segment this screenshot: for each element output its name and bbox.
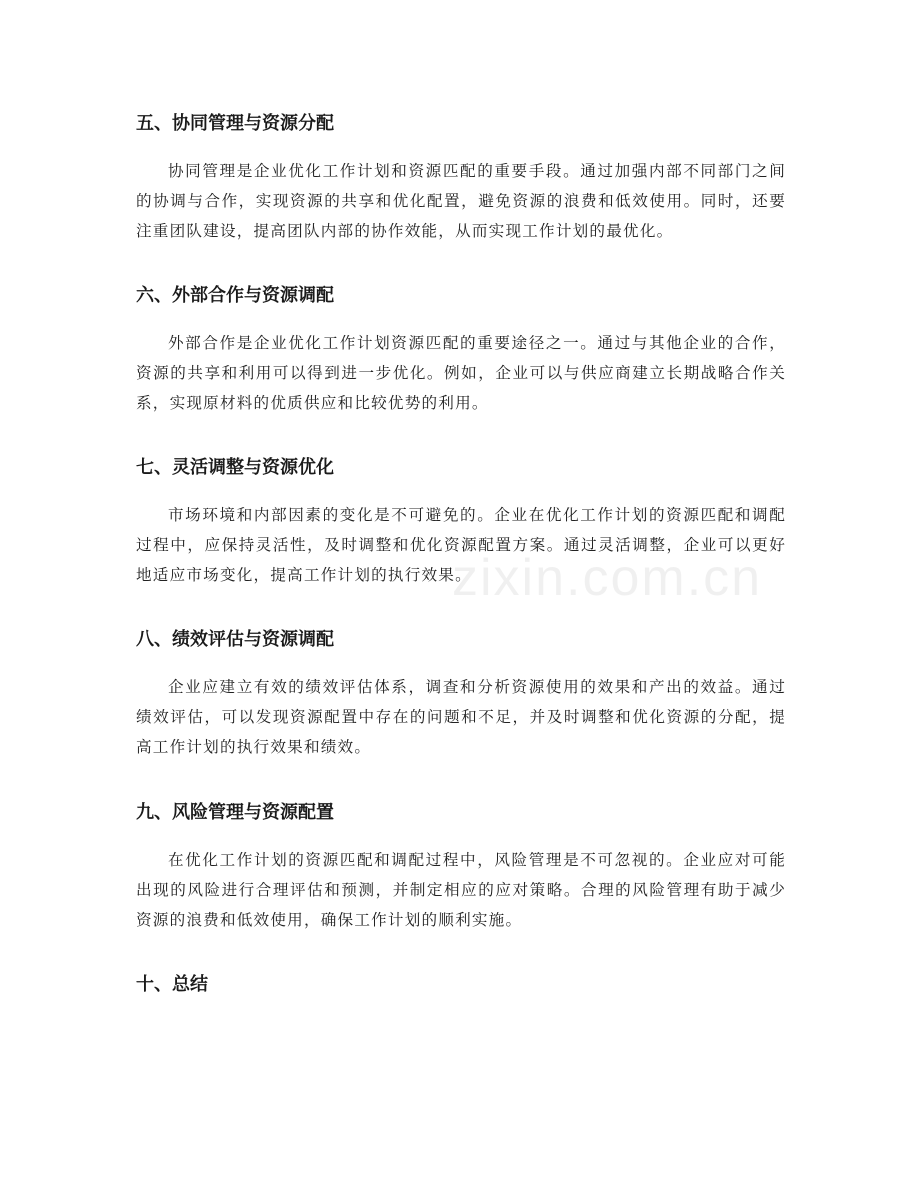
section-heading: 九、风险管理与资源配置 [136, 802, 334, 823]
section-paragraph: 市场环境和内部因素的变化是不可避免的。企业在优化工作计划的资源匹配和调配过程中，应保持灵活性，及时调整和优化资源配置方案。通过灵活调整，企业可以更好地适应市场变化，提高工作计划的执行效果。 [136, 506, 786, 584]
watermark: zixin.com.cn [452, 549, 763, 607]
section-9 [136, 801, 786, 935]
section-heading: 七、灵活调整与资源优化 [136, 457, 334, 478]
section-6 [136, 284, 786, 418]
section-heading: 十、总结 [136, 974, 208, 995]
section-7 [136, 456, 786, 590]
section-paragraph: 企业应建立有效的绩效评估体系，调查和分析资源使用的效果和产出的效益。通过绩效评估，可以发现资源配置中存在的问题和不足，并及时调整和优化资源的分配，提高工作计划的执行效果和绩效。 [136, 678, 786, 756]
section-10 [136, 973, 786, 997]
section-paragraph: 在优化工作计划的资源匹配和调配过程中，风险管理是不可忽视的。企业应对可能出现的风险进行合理评估和预测，并制定相应的应对策略。合理的风险管理有助于减少资源的浪费和低效使用，确保工作计划的顺利实施。 [136, 851, 786, 929]
section-paragraph: 协同管理是企业优化工作计划和资源匹配的重要手段。通过加强内部不同部门之间的协调与合作，实现资源的共享和优化配置，避免资源的浪费和低效使用。同时，还要注重团队建设，提高团队内部的协作效能，从而实现工作计划的最优化。 [136, 162, 786, 240]
section-heading: 五、协同管理与资源分配 [136, 113, 334, 134]
section-5 [136, 112, 786, 246]
section-heading: 六、外部合作与资源调配 [136, 285, 334, 306]
section-heading: 八、绩效评估与资源调配 [136, 629, 334, 650]
section-paragraph: 外部合作是企业优化工作计划资源匹配的重要途径之一。通过与其他企业的合作，资源的共享和利用可以得到进一步优化。例如，企业可以与供应商建立长期战略合作关系，实现原材料的优质供应和比较优势的利用。 [136, 334, 786, 412]
section-8 [136, 628, 786, 762]
